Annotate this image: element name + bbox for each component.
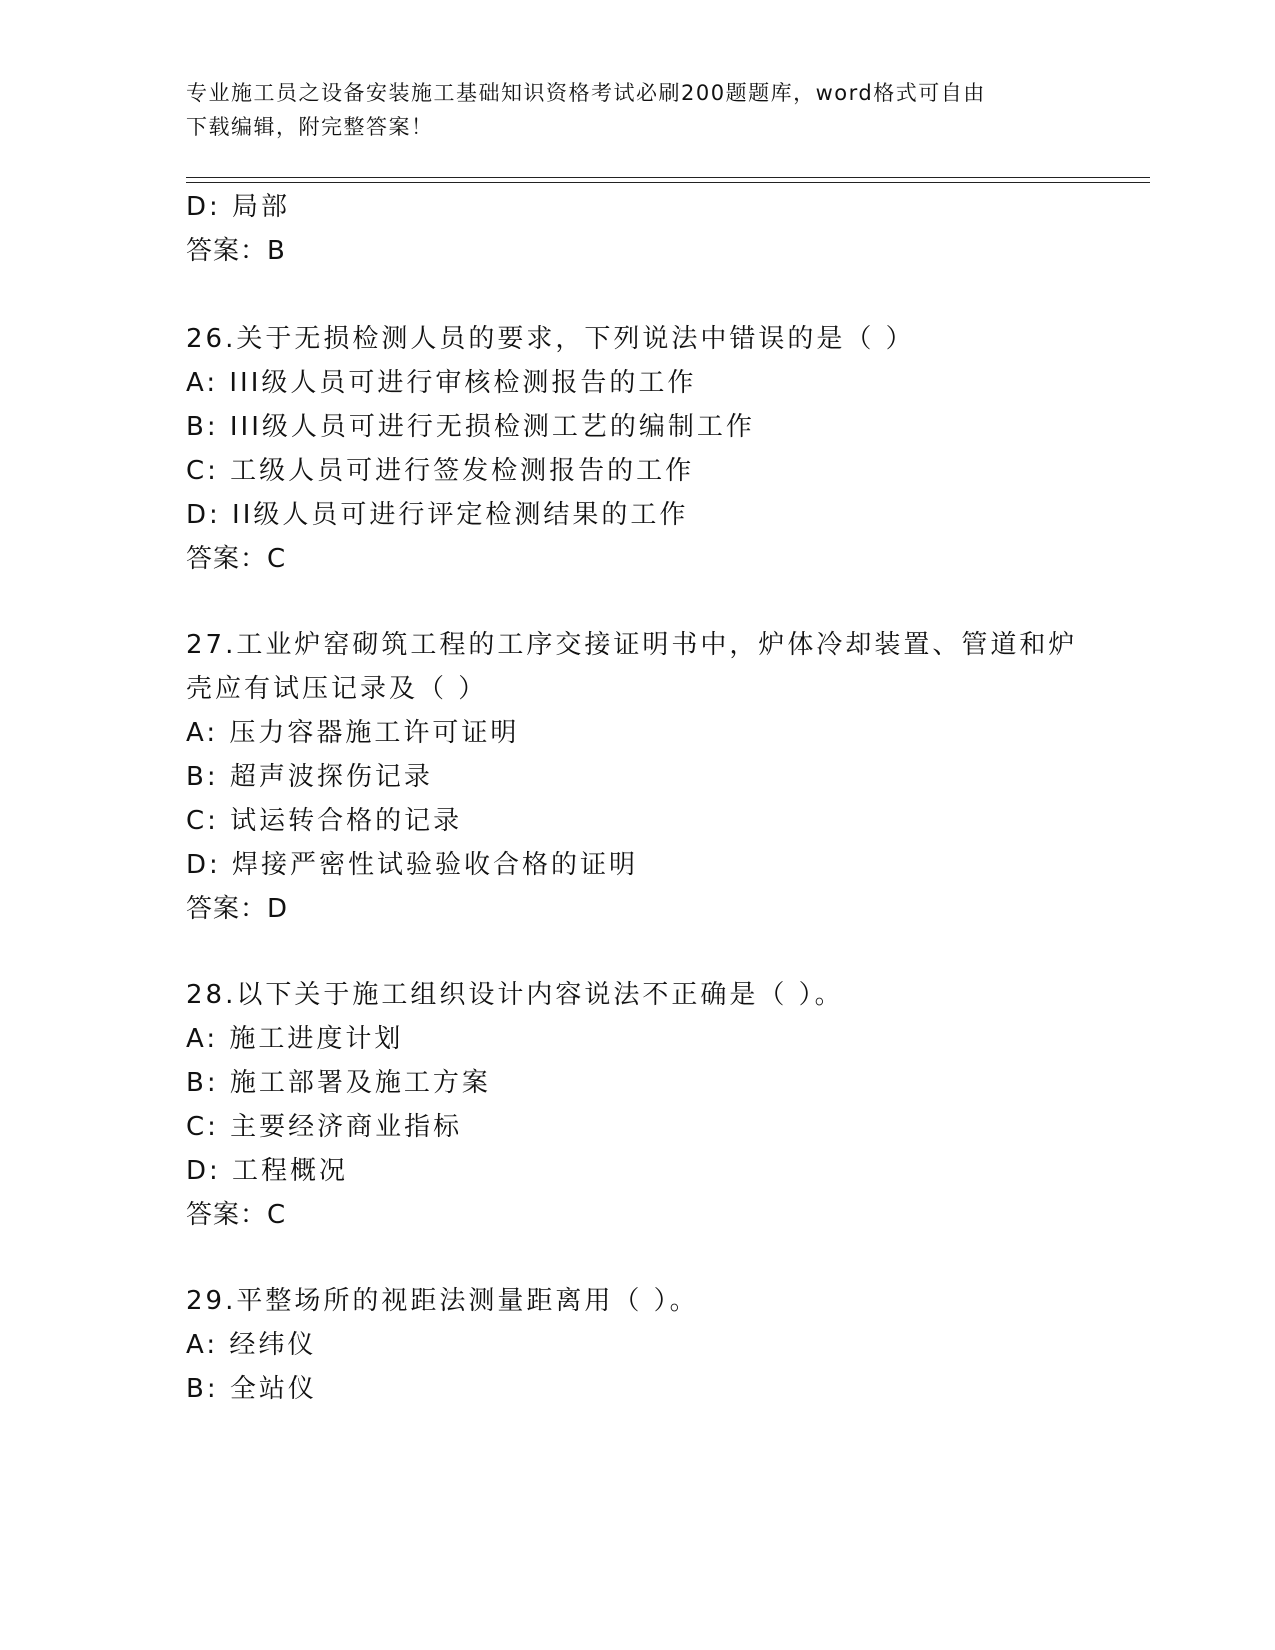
question-29-option-a: A: 经纬仪 (186, 1330, 317, 1360)
header-line-2: 下载编辑，附完整答案！ (186, 115, 434, 139)
question-26-option-d: D: II级人员可进行评定检测结果的工作 (186, 500, 689, 530)
prev-answer: 答案：B (186, 236, 286, 266)
question-27-option-a: A: 压力容器施工许可证明 (186, 718, 520, 748)
question-28-option-d: D: 工程概况 (186, 1156, 349, 1186)
question-27-option-c: C: 试运转合格的记录 (186, 806, 463, 836)
question-26-stem: 26.关于无损检测人员的要求，下列说法中错误的是（ ） (186, 324, 915, 354)
question-29-option-b: B: 全站仪 (186, 1374, 317, 1404)
question-26-option-a: A: III级人员可进行审核检测报告的工作 (186, 368, 697, 398)
question-26-option-b: B: III级人员可进行无损检测工艺的编制工作 (186, 412, 755, 442)
header-rule-top (186, 177, 1150, 178)
question-28-option-a: A: 施工进度计划 (186, 1024, 404, 1054)
question-27-answer: 答案：D (186, 894, 289, 924)
question-28-answer: 答案：C (186, 1200, 287, 1230)
question-28-option-b: B: 施工部署及施工方案 (186, 1068, 491, 1098)
prev-option-d: D: 局部 (186, 192, 291, 222)
question-26-option-c: C: 工级人员可进行签发检测报告的工作 (186, 456, 695, 486)
question-27-option-b: B: 超声波探伤记录 (186, 762, 433, 792)
question-26-answer: 答案：C (186, 544, 287, 574)
question-27-stem-line-2: 壳应有试压记录及（ ） (186, 674, 488, 704)
header-rule-bottom (186, 182, 1150, 183)
header-line-1: 专业施工员之设备安装施工基础知识资格考试必刷200题题库，word格式可自由 (186, 81, 986, 105)
question-28-option-c: C: 主要经济商业指标 (186, 1112, 463, 1142)
question-29-stem: 29.平整场所的视距法测量距离用（ ）。 (186, 1286, 699, 1316)
page-header (186, 76, 1066, 144)
question-27-stem-line-1: 27.工业炉窑砌筑工程的工序交接证明书中，炉体冷却装置、管道和炉 (186, 630, 1078, 660)
question-28-stem: 28.以下关于施工组织设计内容说法不正确是（ ）。 (186, 980, 844, 1010)
question-27-option-d: D: 焊接严密性试验验收合格的证明 (186, 850, 639, 880)
